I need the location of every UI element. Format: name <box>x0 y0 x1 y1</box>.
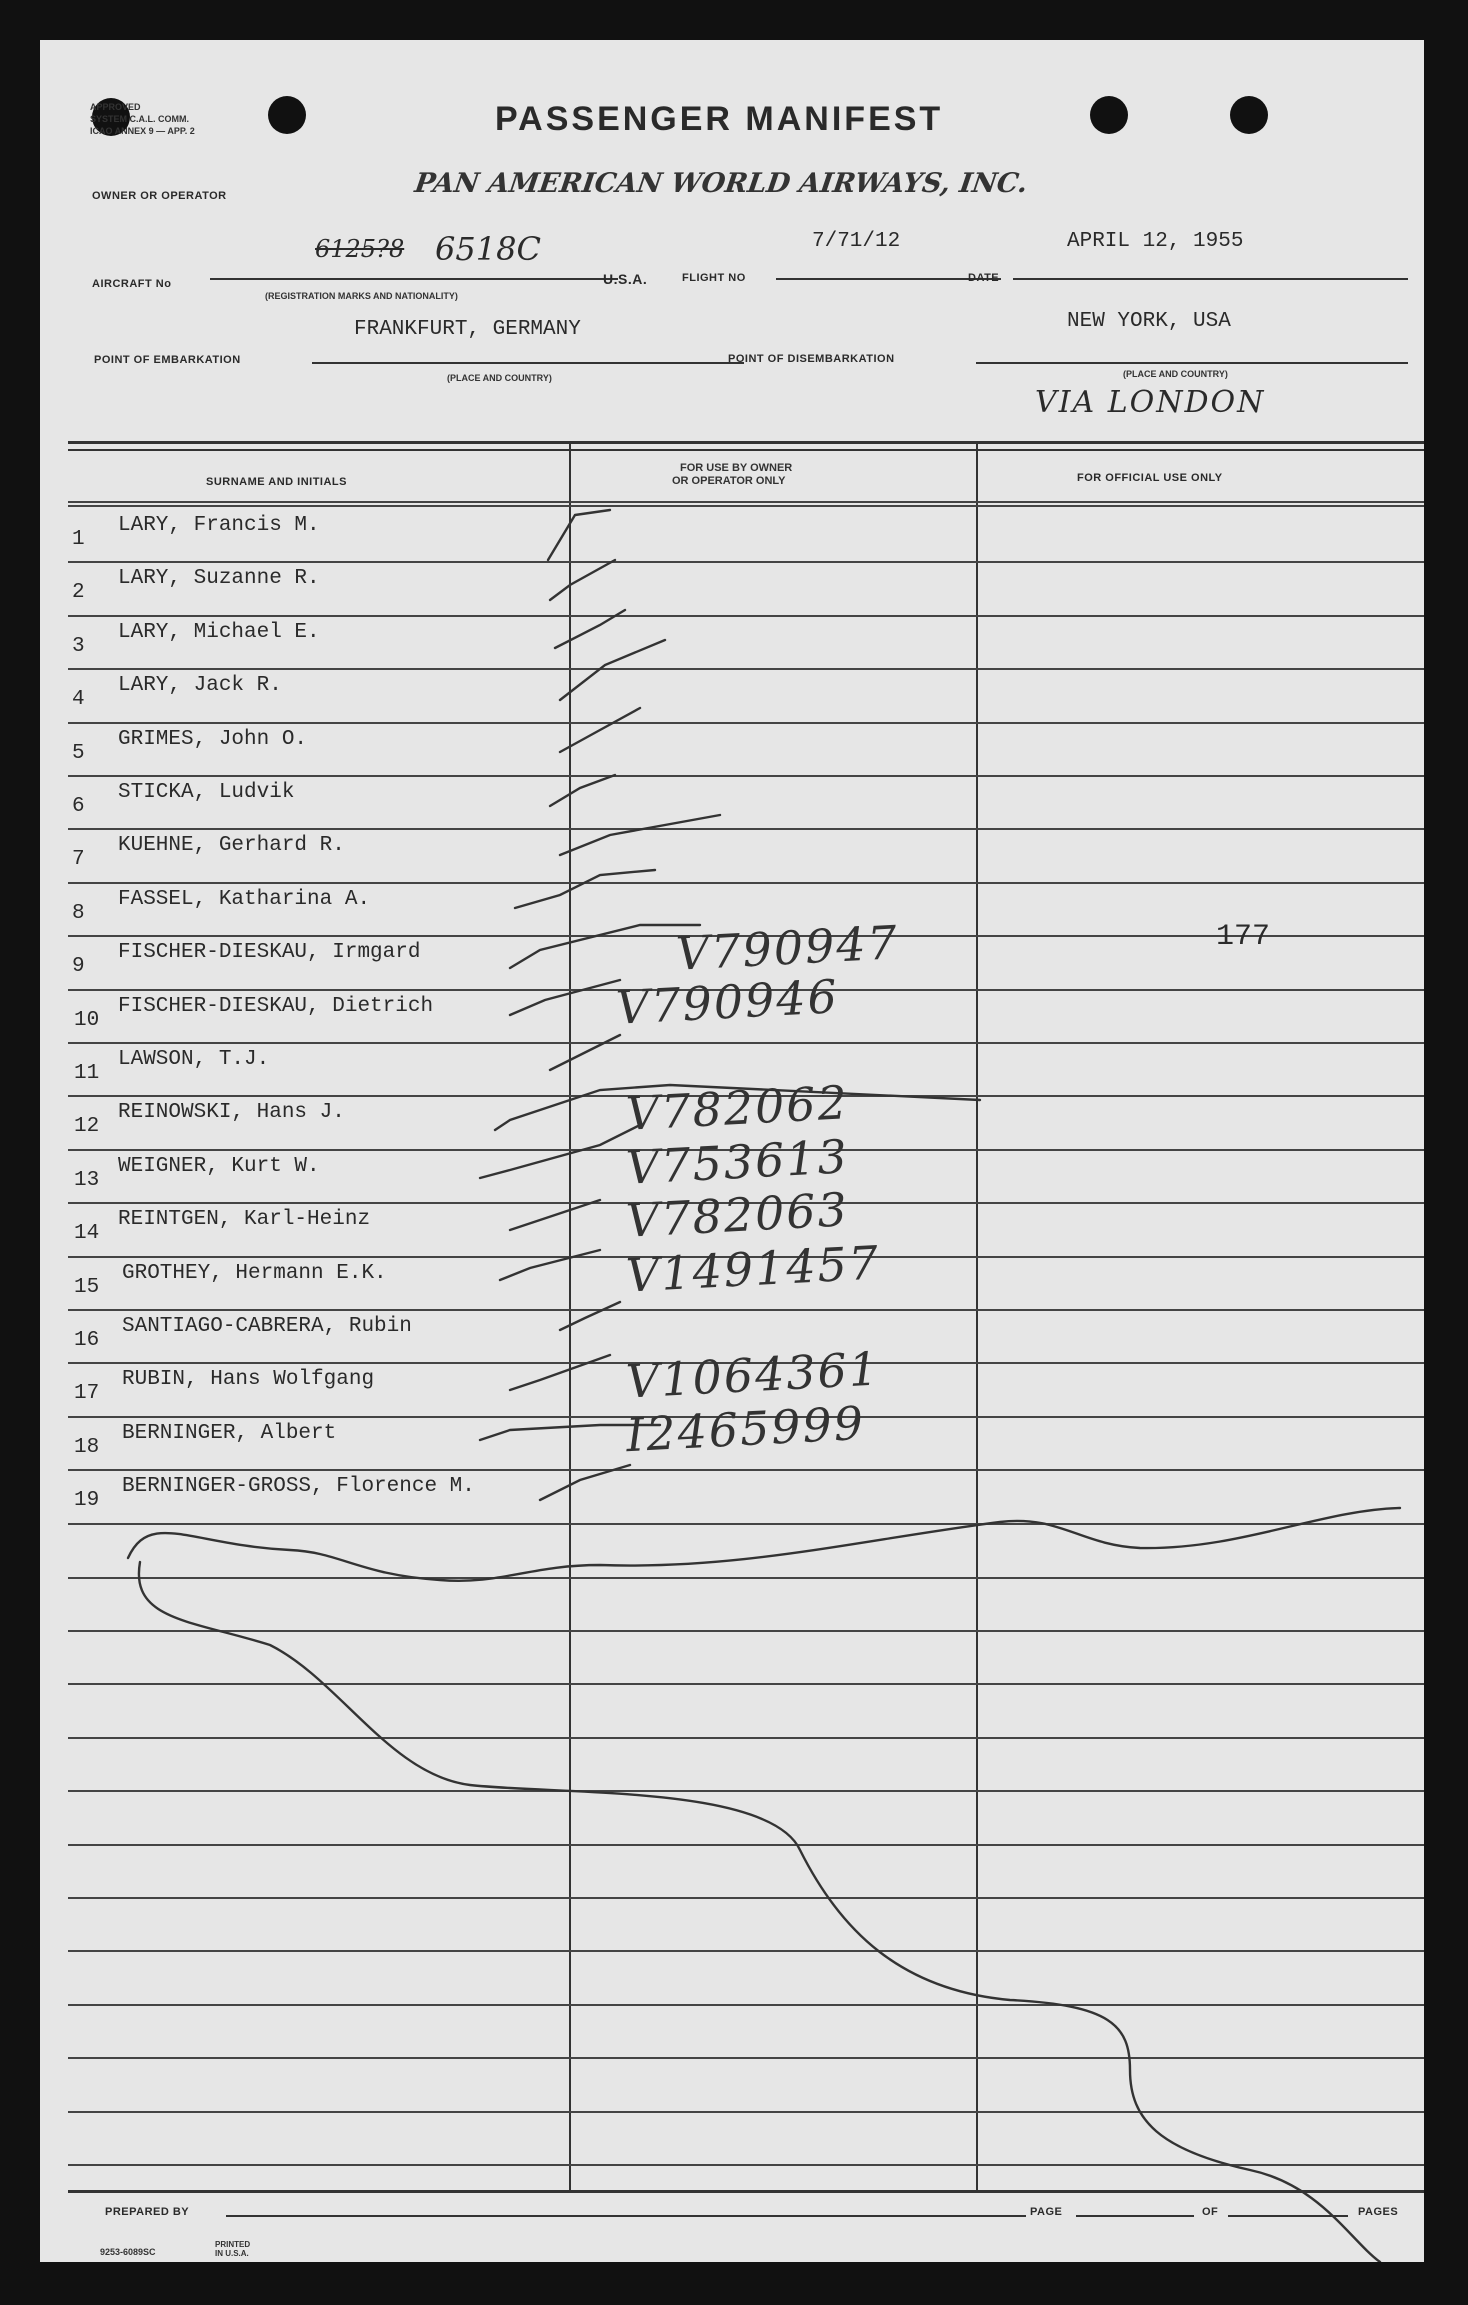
row-number: 4 <box>72 688 85 712</box>
row-number: 13 <box>74 1168 100 1192</box>
passenger-name: GROTHEY, Hermann E.K. <box>122 1261 387 1285</box>
form-number: 9253-6089SC <box>100 2247 156 2257</box>
approval-line-1: SYSTEM C.A.L. COMM. <box>90 114 189 124</box>
row-number: 2 <box>72 581 85 605</box>
check-mark-10 <box>510 980 620 1015</box>
row-number: 1 <box>72 528 85 551</box>
printed-in-label: PRINTED IN U.S.A. <box>215 2240 251 2258</box>
passenger-name: STICKA, Ludvik <box>118 781 295 804</box>
prepared-by-label: PREPARED BY <box>105 2206 190 2218</box>
row-number: 3 <box>72 634 85 658</box>
usa-label: U.S.A. <box>603 271 648 287</box>
check-mark-2 <box>550 560 615 600</box>
ticket-number: V790947 <box>674 915 901 981</box>
check-mark-11 <box>550 1035 620 1070</box>
passenger-name: LARY, Michael E. <box>118 620 320 644</box>
operator-column-header-2: OR OPERATOR ONLY <box>672 475 786 487</box>
disembarkation-label: POINT OF DISEMBARKATION <box>728 353 895 365</box>
ticket-number: V753613 <box>624 1129 851 1195</box>
passenger-name: REINTGEN, Karl-Heinz <box>118 1208 371 1232</box>
passenger-name: LARY, Suzanne R. <box>118 567 320 591</box>
row-number: 17 <box>74 1382 100 1406</box>
passenger-name: RUBIN, Hans Wolfgang <box>122 1368 375 1392</box>
passenger-name: LARY, Jack R. <box>118 674 282 698</box>
flight-value: 7/71/12 <box>812 230 901 253</box>
aircraft-label: AIRCRAFT No <box>92 278 172 290</box>
passenger-name: REINOWSKI, Hans J. <box>118 1101 345 1125</box>
row-number: 14 <box>74 1222 100 1246</box>
prepared-by-underline <box>226 2215 1026 2217</box>
of-underline <box>1228 2215 1348 2217</box>
approval-label: APPROVED <box>90 102 141 112</box>
registration-note: (REGISTRATION MARKS AND NATIONALITY) <box>265 291 458 301</box>
row-number: 5 <box>72 741 85 765</box>
check-mark-7 <box>560 815 720 855</box>
place-note-embarkation: (PLACE AND COUNTRY) <box>447 373 552 383</box>
check-mark-16 <box>560 1302 620 1330</box>
row-number: 7 <box>72 848 85 872</box>
operator-column-header-1: FOR USE BY OWNER <box>680 462 793 474</box>
date-value: APRIL 12, 1955 <box>1067 230 1244 253</box>
passenger-name: WEIGNER, Kurt W. <box>118 1154 320 1178</box>
ticket-number: V790946 <box>614 968 841 1035</box>
official-note: 177 <box>1216 920 1271 954</box>
embarkation-label: POINT OF EMBARKATION <box>94 354 241 366</box>
row-number: 16 <box>74 1329 100 1352</box>
ticket-number: V1491457 <box>624 1234 882 1303</box>
flight-label: FLIGHT NO <box>682 272 746 284</box>
operator-name: PAN AMERICAN WORLD AIRWAYS, INC. <box>412 168 1030 199</box>
passenger-name: GRIMES, John O. <box>118 727 308 751</box>
page-underline <box>1076 2215 1194 2217</box>
row-number: 10 <box>74 1008 100 1032</box>
via-note: VIA LONDON <box>1035 385 1266 420</box>
ticket-number: V1064361 <box>624 1341 882 1410</box>
surname-column-header: SURNAME AND INITIALS <box>206 476 347 488</box>
of-label: OF <box>1202 2206 1219 2218</box>
row-number: 12 <box>74 1115 100 1139</box>
check-mark-14 <box>510 1200 600 1230</box>
passenger-name: FASSEL, Katharina A. <box>118 887 371 911</box>
owner-label: OWNER OR OPERATOR <box>92 190 227 202</box>
check-mark-3 <box>555 610 625 648</box>
row-number: 6 <box>72 795 85 818</box>
ticket-number: I2465999 <box>624 1395 867 1463</box>
disembarkation-value: NEW YORK, USA <box>1067 310 1231 333</box>
aircraft-struck-value: 6125?8 <box>315 235 405 263</box>
check-mark-13 <box>480 1125 640 1178</box>
place-note-disembarkation: (PLACE AND COUNTRY) <box>1123 369 1228 379</box>
date-label: DATE <box>968 272 1000 284</box>
check-mark-9 <box>510 925 700 968</box>
row-number: 19 <box>74 1489 100 1513</box>
official-column-header: FOR OFFICIAL USE ONLY <box>1077 472 1223 484</box>
ticket-number: V782062 <box>624 1075 851 1142</box>
void-line <box>139 1562 1380 2262</box>
passenger-name: BERNINGER-GROSS, Florence M. <box>122 1475 475 1499</box>
row-number: 9 <box>72 955 85 979</box>
row-number: 11 <box>74 1062 100 1085</box>
page-label: PAGE <box>1030 2206 1063 2218</box>
page-title: PASSENGER MANIFEST <box>495 100 944 138</box>
passenger-name: KUEHNE, Gerhard R. <box>118 834 345 858</box>
row-number: 15 <box>74 1275 100 1299</box>
check-mark-15 <box>500 1250 600 1280</box>
passenger-name: LAWSON, T.J. <box>118 1048 270 1071</box>
check-mark-17 <box>510 1355 610 1390</box>
check-mark-19 <box>540 1465 630 1500</box>
check-mark-6 <box>550 775 615 806</box>
row-number: 8 <box>72 901 85 925</box>
passenger-name: LARY, Francis M. <box>118 514 320 537</box>
ticket-number: V782063 <box>624 1182 851 1248</box>
check-mark-1 <box>548 510 610 560</box>
embarkation-value: FRANKFURT, GERMANY <box>354 318 581 341</box>
row-number: 18 <box>74 1435 100 1459</box>
end-of-list-squiggle <box>128 1508 1400 1581</box>
aircraft-value: 6518C <box>435 230 541 268</box>
check-mark-4 <box>560 640 665 700</box>
table-bottom-rule <box>68 2190 1424 2193</box>
check-mark-8 <box>515 870 655 908</box>
passenger-name: FISCHER-DIESKAU, Irmgard <box>118 941 421 965</box>
manifest-page <box>40 40 1424 2262</box>
pages-label: PAGES <box>1358 2206 1399 2218</box>
approval-line-2: ICAO ANNEX 9 — APP. 2 <box>90 126 195 136</box>
passenger-name: BERNINGER, Albert <box>122 1421 337 1445</box>
passenger-name: SANTIAGO-CABRERA, Rubin <box>122 1315 412 1338</box>
passenger-name: FISCHER-DIESKAU, Dietrich <box>118 994 434 1018</box>
check-mark-5 <box>560 708 640 752</box>
